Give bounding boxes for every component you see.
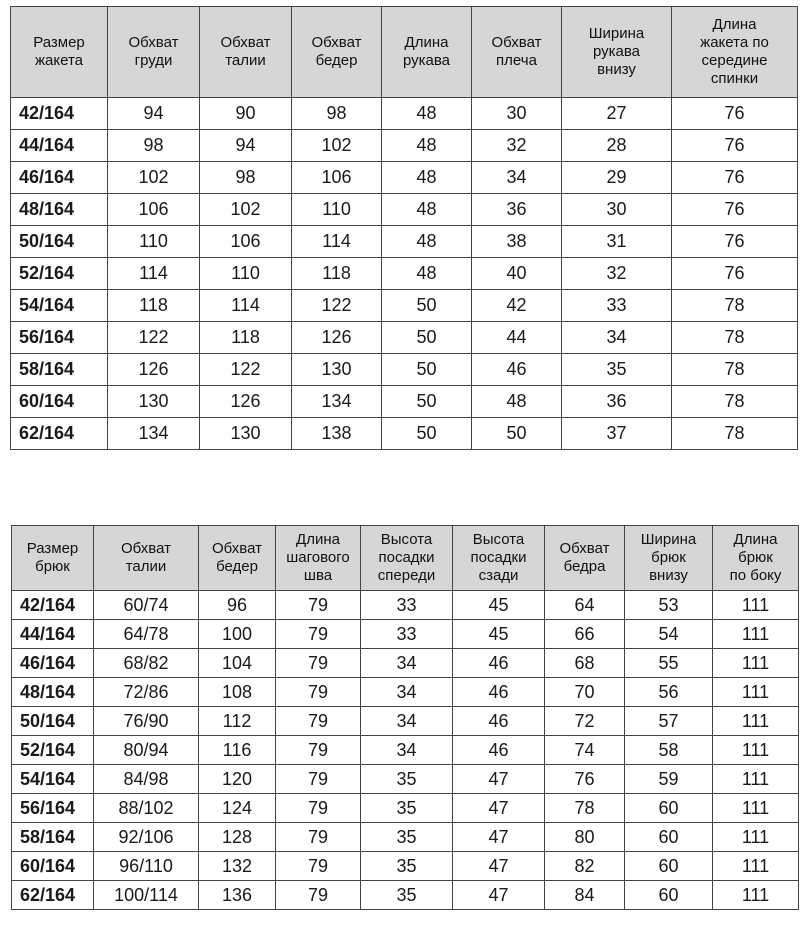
column-header: Ширина рукава внизу [562,7,672,98]
table-cell: 28 [562,130,672,162]
table-cell: 35 [361,881,453,910]
table-cell: 31 [562,226,672,258]
table-cell: 122 [200,354,292,386]
table-cell: 76 [672,194,798,226]
table-cell: 34 [472,162,562,194]
table-cell: 68 [545,649,625,678]
table-cell: 50 [382,418,472,450]
table-cell: 66 [545,620,625,649]
table-cell: 64 [545,591,625,620]
table-cell: 112 [199,707,276,736]
table-cell: 34 [361,678,453,707]
table-cell: 108 [199,678,276,707]
table-cell: 84/98 [94,765,199,794]
table-cell: 35 [361,823,453,852]
table-cell: 47 [453,881,545,910]
table-cell: 74 [545,736,625,765]
table-cell: 82 [545,852,625,881]
table-cell: 126 [108,354,200,386]
table-cell: 110 [292,194,382,226]
table-cell: 79 [276,852,361,881]
table-cell: 78 [672,322,798,354]
table-cell: 106 [200,226,292,258]
table-cell: 33 [361,591,453,620]
table-cell: 102 [200,194,292,226]
table-cell: 48 [382,130,472,162]
table-row [11,386,798,418]
table-cell: 42 [472,290,562,322]
size-cell: 56/164 [12,794,94,823]
table-cell: 78 [545,794,625,823]
table-cell: 32 [562,258,672,290]
table-cell: 111 [713,765,799,794]
column-header: Высота посадки сзади [453,526,545,591]
table-cell: 48 [382,258,472,290]
table-row [12,765,799,794]
table-cell: 56 [625,678,713,707]
table-cell: 38 [472,226,562,258]
table-cell: 50 [382,290,472,322]
table-cell: 136 [199,881,276,910]
table-cell: 79 [276,765,361,794]
table-cell: 134 [108,418,200,450]
table-cell: 110 [200,258,292,290]
table-cell: 55 [625,649,713,678]
table-cell: 114 [292,226,382,258]
table-cell: 134 [292,386,382,418]
table-cell: 45 [453,591,545,620]
column-header: Обхват груди [108,7,200,98]
table-cell: 100 [199,620,276,649]
table-cell: 84 [545,881,625,910]
size-cell: 48/164 [11,194,108,226]
table-cell: 120 [199,765,276,794]
table-cell: 88/102 [94,794,199,823]
table-cell: 96/110 [94,852,199,881]
table-cell: 111 [713,794,799,823]
table-cell: 50 [472,418,562,450]
table-cell: 92/106 [94,823,199,852]
size-cell: 52/164 [12,736,94,765]
table-row [12,678,799,707]
table-row [11,322,798,354]
table-cell: 111 [713,591,799,620]
table-cell: 111 [713,736,799,765]
table-row [12,852,799,881]
table-cell: 35 [361,765,453,794]
table-cell: 60 [625,852,713,881]
table-cell: 46 [453,707,545,736]
table-cell: 80 [545,823,625,852]
table-cell: 30 [562,194,672,226]
table-cell: 76 [545,765,625,794]
table-cell: 111 [713,678,799,707]
table-cell: 102 [292,130,382,162]
column-header: Длина брюк по боку [713,526,799,591]
table-header-row [11,7,798,98]
table-cell: 76 [672,162,798,194]
size-cell: 54/164 [11,290,108,322]
table-cell: 76 [672,258,798,290]
table-cell: 34 [361,707,453,736]
table-cell: 64/78 [94,620,199,649]
size-cell: 42/164 [11,98,108,130]
table-cell: 33 [361,620,453,649]
column-header: Обхват бедра [545,526,625,591]
table-cell: 128 [199,823,276,852]
table-cell: 57 [625,707,713,736]
table-cell: 53 [625,591,713,620]
table-row [11,226,798,258]
column-header: Обхват бедер [199,526,276,591]
table-cell: 79 [276,707,361,736]
table-row [11,354,798,386]
table-cell: 79 [276,649,361,678]
table-cell: 54 [625,620,713,649]
table-cell: 50 [382,386,472,418]
table-row [11,290,798,322]
table-cell: 48 [382,194,472,226]
table-cell: 76/90 [94,707,199,736]
size-cell: 44/164 [12,620,94,649]
table-cell: 34 [361,736,453,765]
table-cell: 45 [453,620,545,649]
table-cell: 59 [625,765,713,794]
size-cell: 52/164 [11,258,108,290]
table-cell: 29 [562,162,672,194]
table-cell: 114 [200,290,292,322]
table-cell: 35 [562,354,672,386]
size-cell: 54/164 [12,765,94,794]
table-cell: 79 [276,881,361,910]
table-cell: 122 [292,290,382,322]
table-cell: 79 [276,823,361,852]
table-cell: 122 [108,322,200,354]
table-cell: 118 [108,290,200,322]
table-cell: 138 [292,418,382,450]
table-cell: 30 [472,98,562,130]
table-cell: 46 [453,678,545,707]
table-row [11,130,798,162]
table-cell: 118 [292,258,382,290]
column-header: Размер брюк [12,526,94,591]
size-cell: 62/164 [12,881,94,910]
table-cell: 40 [472,258,562,290]
table-cell: 78 [672,386,798,418]
table-cell: 79 [276,736,361,765]
column-header: Обхват талии [200,7,292,98]
table-cell: 106 [292,162,382,194]
table-row [12,591,799,620]
table-cell: 48 [382,162,472,194]
size-cell: 62/164 [11,418,108,450]
pants-size-table [11,525,799,910]
table-cell: 60 [625,794,713,823]
column-header: Длина рукава [382,7,472,98]
table-cell: 98 [200,162,292,194]
table-cell: 100/114 [94,881,199,910]
table-cell: 78 [672,418,798,450]
table-cell: 94 [108,98,200,130]
column-header: Размер жакета [11,7,108,98]
table-cell: 78 [672,290,798,322]
table-cell: 78 [672,354,798,386]
table-cell: 35 [361,852,453,881]
column-header: Длина жакета по середине спинки [672,7,798,98]
column-header: Длина шагового шва [276,526,361,591]
table-cell: 118 [200,322,292,354]
table-cell: 68/82 [94,649,199,678]
table-cell: 111 [713,881,799,910]
table-cell: 50 [382,322,472,354]
table-cell: 90 [200,98,292,130]
table-cell: 33 [562,290,672,322]
size-cell: 60/164 [12,852,94,881]
size-cell: 46/164 [12,649,94,678]
table-row [12,736,799,765]
table-cell: 111 [713,823,799,852]
table-cell: 46 [453,649,545,678]
table-cell: 96 [199,591,276,620]
table-cell: 126 [200,386,292,418]
table-cell: 48 [382,226,472,258]
table-cell: 111 [713,620,799,649]
table-cell: 47 [453,765,545,794]
table-cell: 124 [199,794,276,823]
table-cell: 126 [292,322,382,354]
table-cell: 72 [545,707,625,736]
table-row [12,620,799,649]
size-cell: 56/164 [11,322,108,354]
table-cell: 60 [625,881,713,910]
table-cell: 79 [276,591,361,620]
table-cell: 76 [672,130,798,162]
table-cell: 76 [672,226,798,258]
table-cell: 36 [562,386,672,418]
table-cell: 110 [108,226,200,258]
table-cell: 98 [292,98,382,130]
table-row [12,794,799,823]
column-header: Обхват плеча [472,7,562,98]
table-row [11,162,798,194]
table-cell: 35 [361,794,453,823]
column-header: Ширина брюк внизу [625,526,713,591]
table-cell: 102 [108,162,200,194]
table-cell: 70 [545,678,625,707]
table-row [11,418,798,450]
table-cell: 50 [382,354,472,386]
table-cell: 46 [472,354,562,386]
table-cell: 27 [562,98,672,130]
table-cell: 106 [108,194,200,226]
table-row [11,98,798,130]
table-cell: 48 [472,386,562,418]
table-cell: 47 [453,823,545,852]
table-cell: 130 [108,386,200,418]
size-cell: 46/164 [11,162,108,194]
column-header: Высота посадки спереди [361,526,453,591]
table-cell: 116 [199,736,276,765]
table-cell: 46 [453,736,545,765]
table-cell: 76 [672,98,798,130]
column-header: Обхват талии [94,526,199,591]
size-cell: 58/164 [12,823,94,852]
table-cell: 111 [713,649,799,678]
table-cell: 130 [200,418,292,450]
table-cell: 34 [562,322,672,354]
table-cell: 130 [292,354,382,386]
table-cell: 48 [382,98,472,130]
table-cell: 47 [453,852,545,881]
table-row [11,194,798,226]
table-cell: 72/86 [94,678,199,707]
size-cell: 48/164 [12,678,94,707]
size-cell: 50/164 [12,707,94,736]
table-row [12,649,799,678]
table-cell: 32 [472,130,562,162]
table-cell: 111 [713,707,799,736]
table-cell: 44 [472,322,562,354]
table-row [11,258,798,290]
jacket-size-table [10,6,798,450]
size-cell: 60/164 [11,386,108,418]
table-row [12,707,799,736]
table-cell: 114 [108,258,200,290]
table-cell: 80/94 [94,736,199,765]
table-cell: 79 [276,678,361,707]
size-cell: 44/164 [11,130,108,162]
table-cell: 111 [713,852,799,881]
table-cell: 37 [562,418,672,450]
table-cell: 79 [276,620,361,649]
table-cell: 58 [625,736,713,765]
size-cell: 50/164 [11,226,108,258]
table-cell: 104 [199,649,276,678]
size-cell: 42/164 [12,591,94,620]
column-header: Обхват бедер [292,7,382,98]
table-row [12,823,799,852]
table-cell: 60 [625,823,713,852]
table-cell: 47 [453,794,545,823]
table-cell: 132 [199,852,276,881]
table-row [12,881,799,910]
size-cell: 58/164 [11,354,108,386]
table-cell: 36 [472,194,562,226]
table-cell: 98 [108,130,200,162]
table-cell: 34 [361,649,453,678]
table-cell: 94 [200,130,292,162]
table-cell: 60/74 [94,591,199,620]
table-cell: 79 [276,794,361,823]
table-header-row [12,526,799,591]
